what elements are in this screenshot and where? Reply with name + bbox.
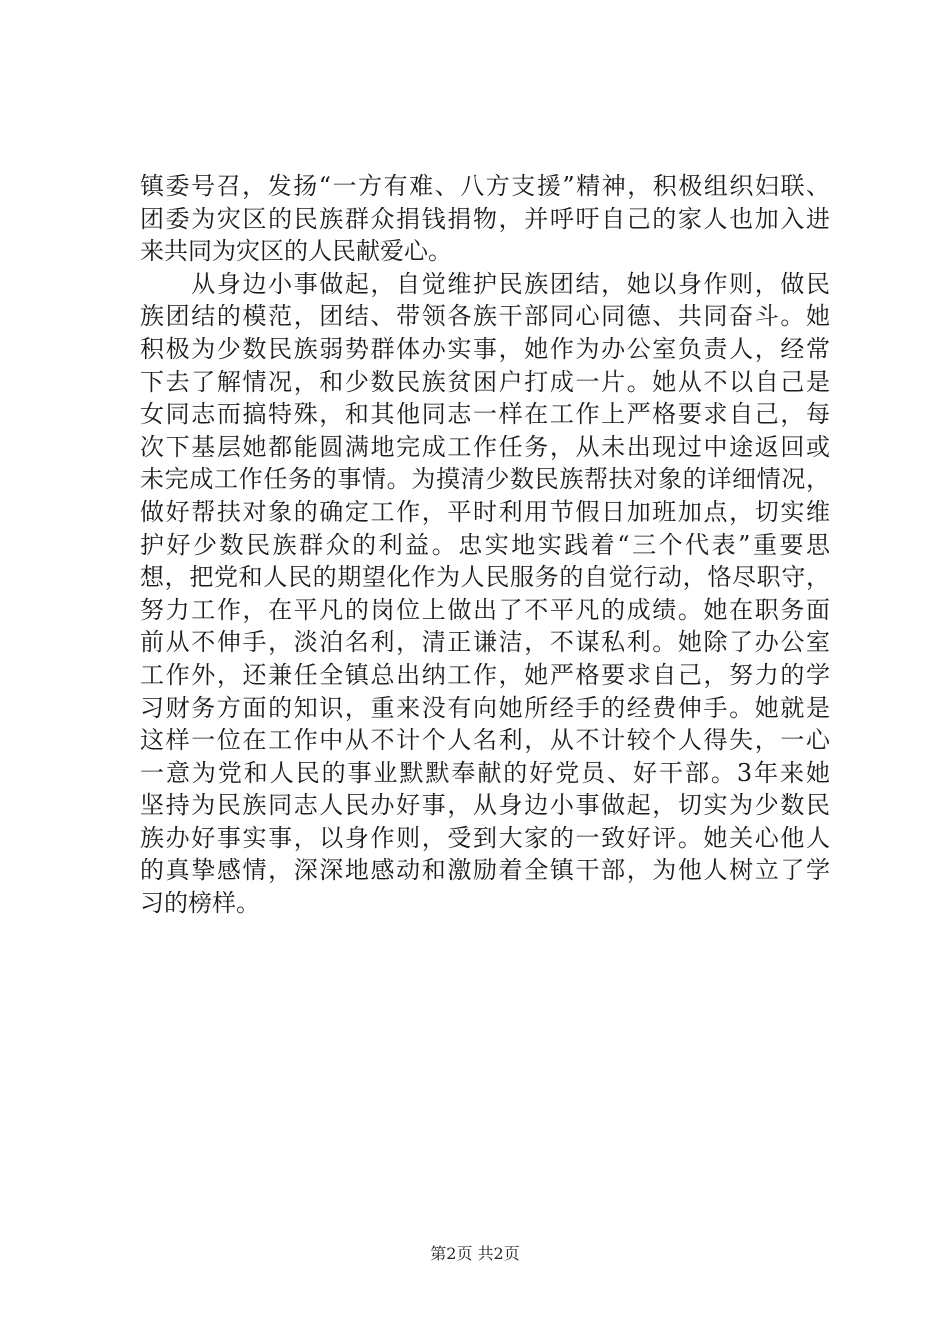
- text-line: 的真挚感情，深深地感动和激励着全镇干部，为他人树立了学: [140, 856, 830, 885]
- text-line: 从身边小事做起，自觉维护民族团结，她以身作则，做民: [140, 269, 830, 298]
- text-line: 下去了解情况，和少数民族贫困户打成一片。她从不以自己是: [140, 367, 830, 396]
- text-line: 习财务方面的知识，重来没有向她所经手的经费伸手。她就是: [140, 693, 830, 722]
- text-line: 族办好事实事，以身作则，受到大家的一致好评。她关心他人: [140, 823, 830, 852]
- text-line: 前从不伸手，淡泊名利，清正谦洁，不谋私利。她除了办公室: [140, 628, 830, 657]
- text-line: 女同志而搞特殊，和其他同志一样在工作上严格要求自己，每: [140, 400, 830, 429]
- text-line: 次下基层她都能圆满地完成工作任务，从未出现过中途返回或: [140, 432, 830, 461]
- text-line: 这样一位在工作中从不计个人名利，从不计较个人得失，一心: [140, 726, 830, 755]
- body-text: [140, 170, 830, 920]
- text-line: 习的榜样。: [140, 889, 260, 918]
- text-line: 做好帮扶对象的确定工作，平时利用节假日加班加点，切实维: [140, 497, 830, 526]
- text-line: 坚持为民族同志人民办好事，从身边小事做起，切实为少数民: [140, 791, 830, 820]
- text-line: 镇委号召，发扬“一方有难、八方支援”精神，积极组织妇联、: [140, 172, 830, 200]
- text-line: 未完成工作任务的事情。为摸清少数民族帮扶对象的详细情况，: [140, 465, 830, 494]
- text-line: 积极为少数民族弱势群体办实事，她作为办公室负责人，经常: [140, 334, 830, 363]
- text-line: 工作外，还兼任全镇总出纳工作，她严格要求自己，努力的学: [140, 660, 830, 689]
- text-line: 努力工作，在平凡的岗位上做出了不平凡的成绩。她在职务面: [140, 595, 830, 624]
- text-line: 来共同为灾区的人民献爱心。: [140, 237, 452, 266]
- text-line: 团委为灾区的民族群众捐钱捐物，并呼吁自己的家人也加入进: [140, 204, 830, 233]
- page-number-footer: 第2页 共2页: [430, 1244, 520, 1263]
- text-line: 想，把党和人民的期望化作为人民服务的自觉行动，恪尽职守，: [140, 563, 830, 592]
- text-line: 护好少数民族群众的利益。忠实地实践着“三个代表”重要思: [140, 530, 830, 559]
- text-line: 族团结的模范，团结、带领各族干部同心同德、共同奋斗。她: [140, 302, 830, 331]
- text-line: 一意为党和人民的事业默默奉献的好党员、好干部。3年来她: [140, 758, 830, 787]
